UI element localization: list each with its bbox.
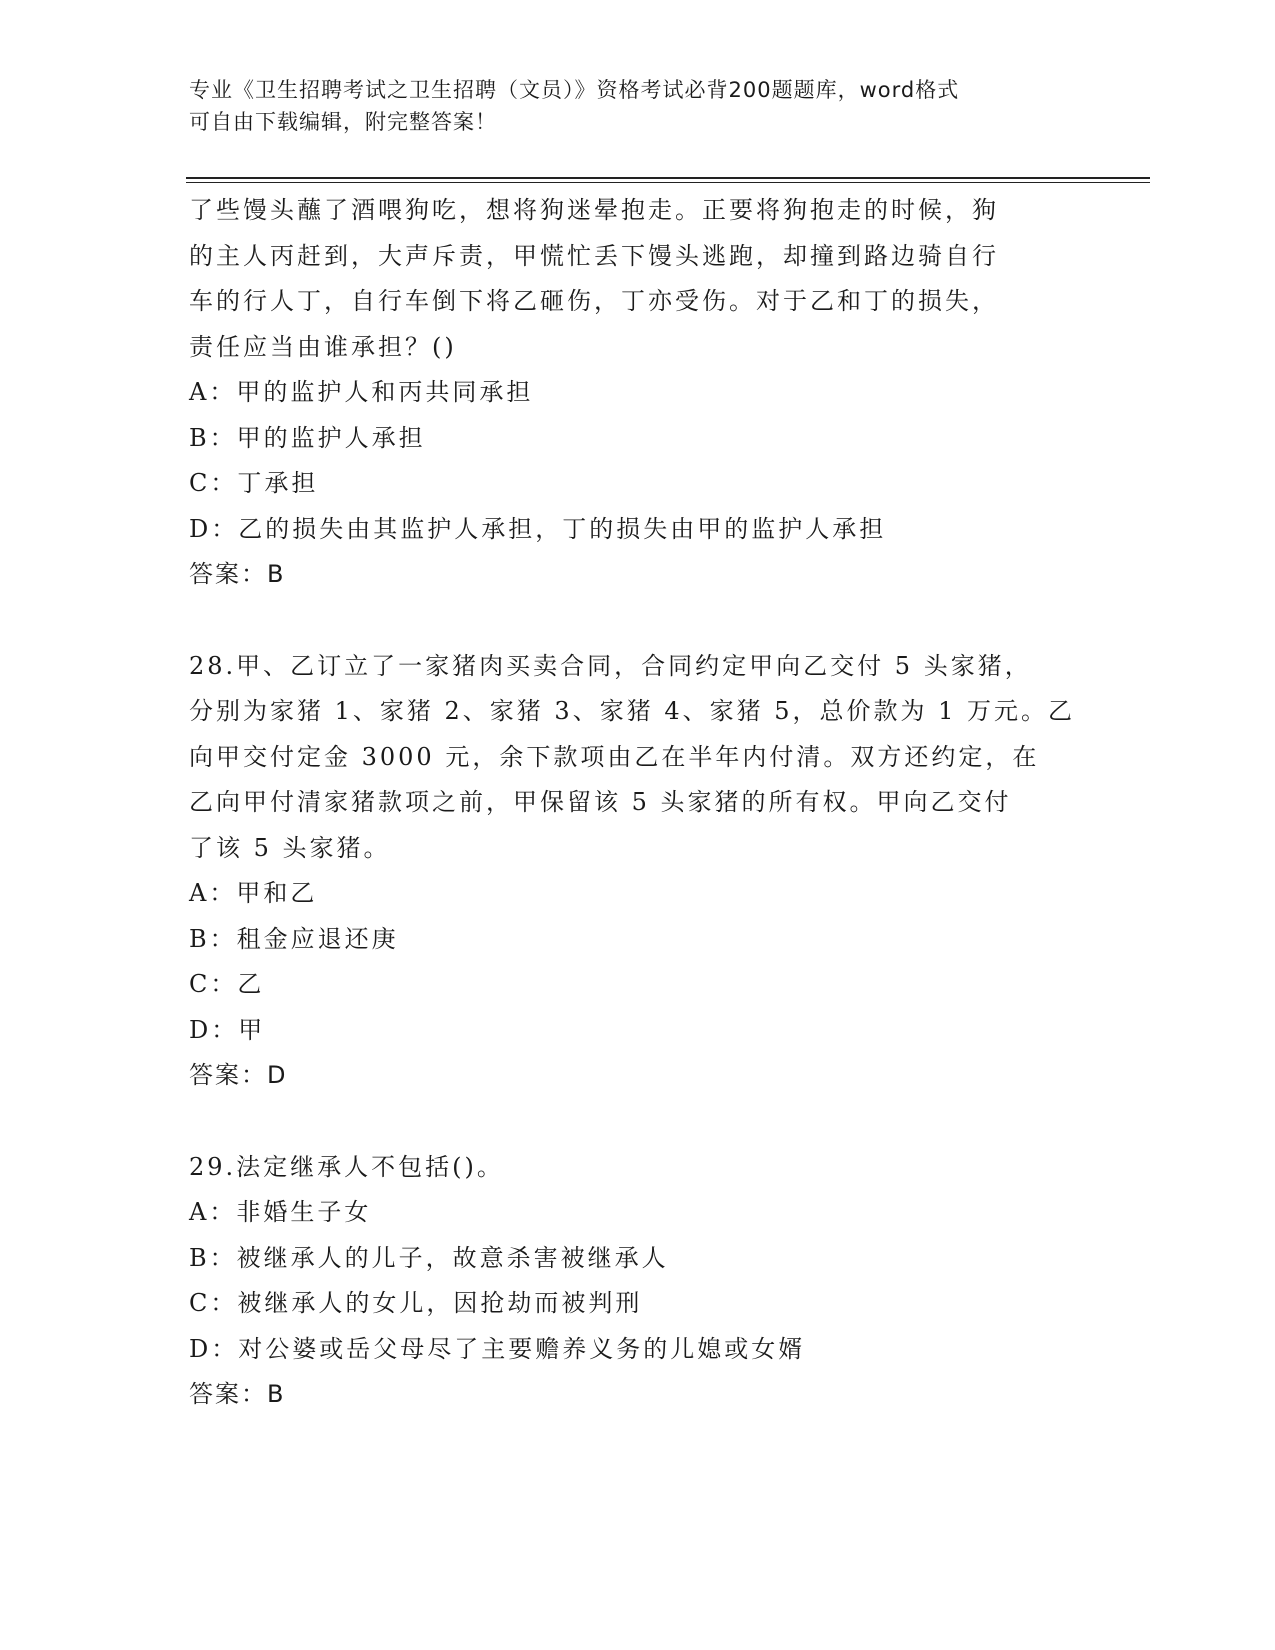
question-text-line: 了些馒头蘸了酒喂狗吃，想将狗迷晕抱走。正要将狗抱走的时候，狗	[189, 196, 999, 224]
option-c: C：乙	[189, 970, 265, 998]
option-a: A：甲的监护人和丙共同承担	[189, 378, 534, 406]
question-text-line: 的主人丙赶到，大声斥责，甲慌忙丢下馒头逃跑，却撞到路边骑自行	[189, 241, 999, 270]
question-text-line: 向甲交付定金 3000 元，余下款项由乙在半年内付清。双方还约定，在	[189, 742, 1040, 771]
answer-line: 答案：D	[189, 1061, 288, 1089]
option-a: A：非婚生子女	[189, 1198, 372, 1226]
document-body	[189, 188, 1129, 1418]
question-28	[189, 644, 1129, 1099]
header-divider-thick	[186, 177, 1150, 179]
question-text-line: 分别为家猪 1、家猪 2、家猪 3、家猪 4、家猪 5，总价款为 1 万元。乙	[189, 697, 1076, 725]
question-spacer	[189, 598, 1129, 644]
document-header	[189, 74, 1089, 138]
answer-line: 答案：B	[189, 560, 286, 588]
question-text-line: 29.法定继承人不包括()。	[189, 1152, 504, 1181]
question-text-line: 乙向甲付清家猪款项之前，甲保留该 5 头家猪的所有权。甲向乙交付	[189, 788, 1012, 816]
option-d: D：对公婆或岳父母尽了主要赡养义务的儿媳或女婿	[189, 1334, 806, 1363]
answer-line: 答案：B	[189, 1380, 286, 1408]
option-b: B：被继承人的儿子，故意杀害被继承人	[189, 1243, 669, 1272]
question-text-line: 了该 5 头家猪。	[189, 833, 391, 862]
option-b: B：甲的监护人承担	[189, 423, 426, 452]
option-c: C：丁承担	[189, 469, 319, 497]
header-divider-thin	[186, 182, 1150, 183]
header-line-2: 可自由下载编辑，附完整答案！	[189, 110, 497, 134]
question-29	[189, 1145, 1129, 1418]
option-d: D：乙的损失由其监护人承担，丁的损失由甲的监护人承担	[189, 514, 887, 543]
question-spacer	[189, 1099, 1129, 1145]
option-a: A：甲和乙	[189, 879, 318, 907]
option-b: B：租金应退还庚	[189, 924, 399, 953]
option-d: D：甲	[189, 1015, 266, 1044]
question-text-line: 28.甲、乙订立了一家猪肉买卖合同，合同约定甲向乙交付 5 头家猪，	[189, 651, 1032, 680]
question-27	[189, 188, 1129, 598]
header-line-1: 专业《卫生招聘考试之卫生招聘（文员）》资格考试必背200题题库，word格式	[189, 78, 960, 102]
question-text-line: 车的行人丁，自行车倒下将乙砸伤，丁亦受伤。对于乙和丁的损失，	[189, 287, 999, 315]
question-text-line: 责任应当由谁承担？()	[189, 332, 457, 361]
option-c: C：被继承人的女儿，因抢劫而被判刑	[189, 1289, 643, 1317]
